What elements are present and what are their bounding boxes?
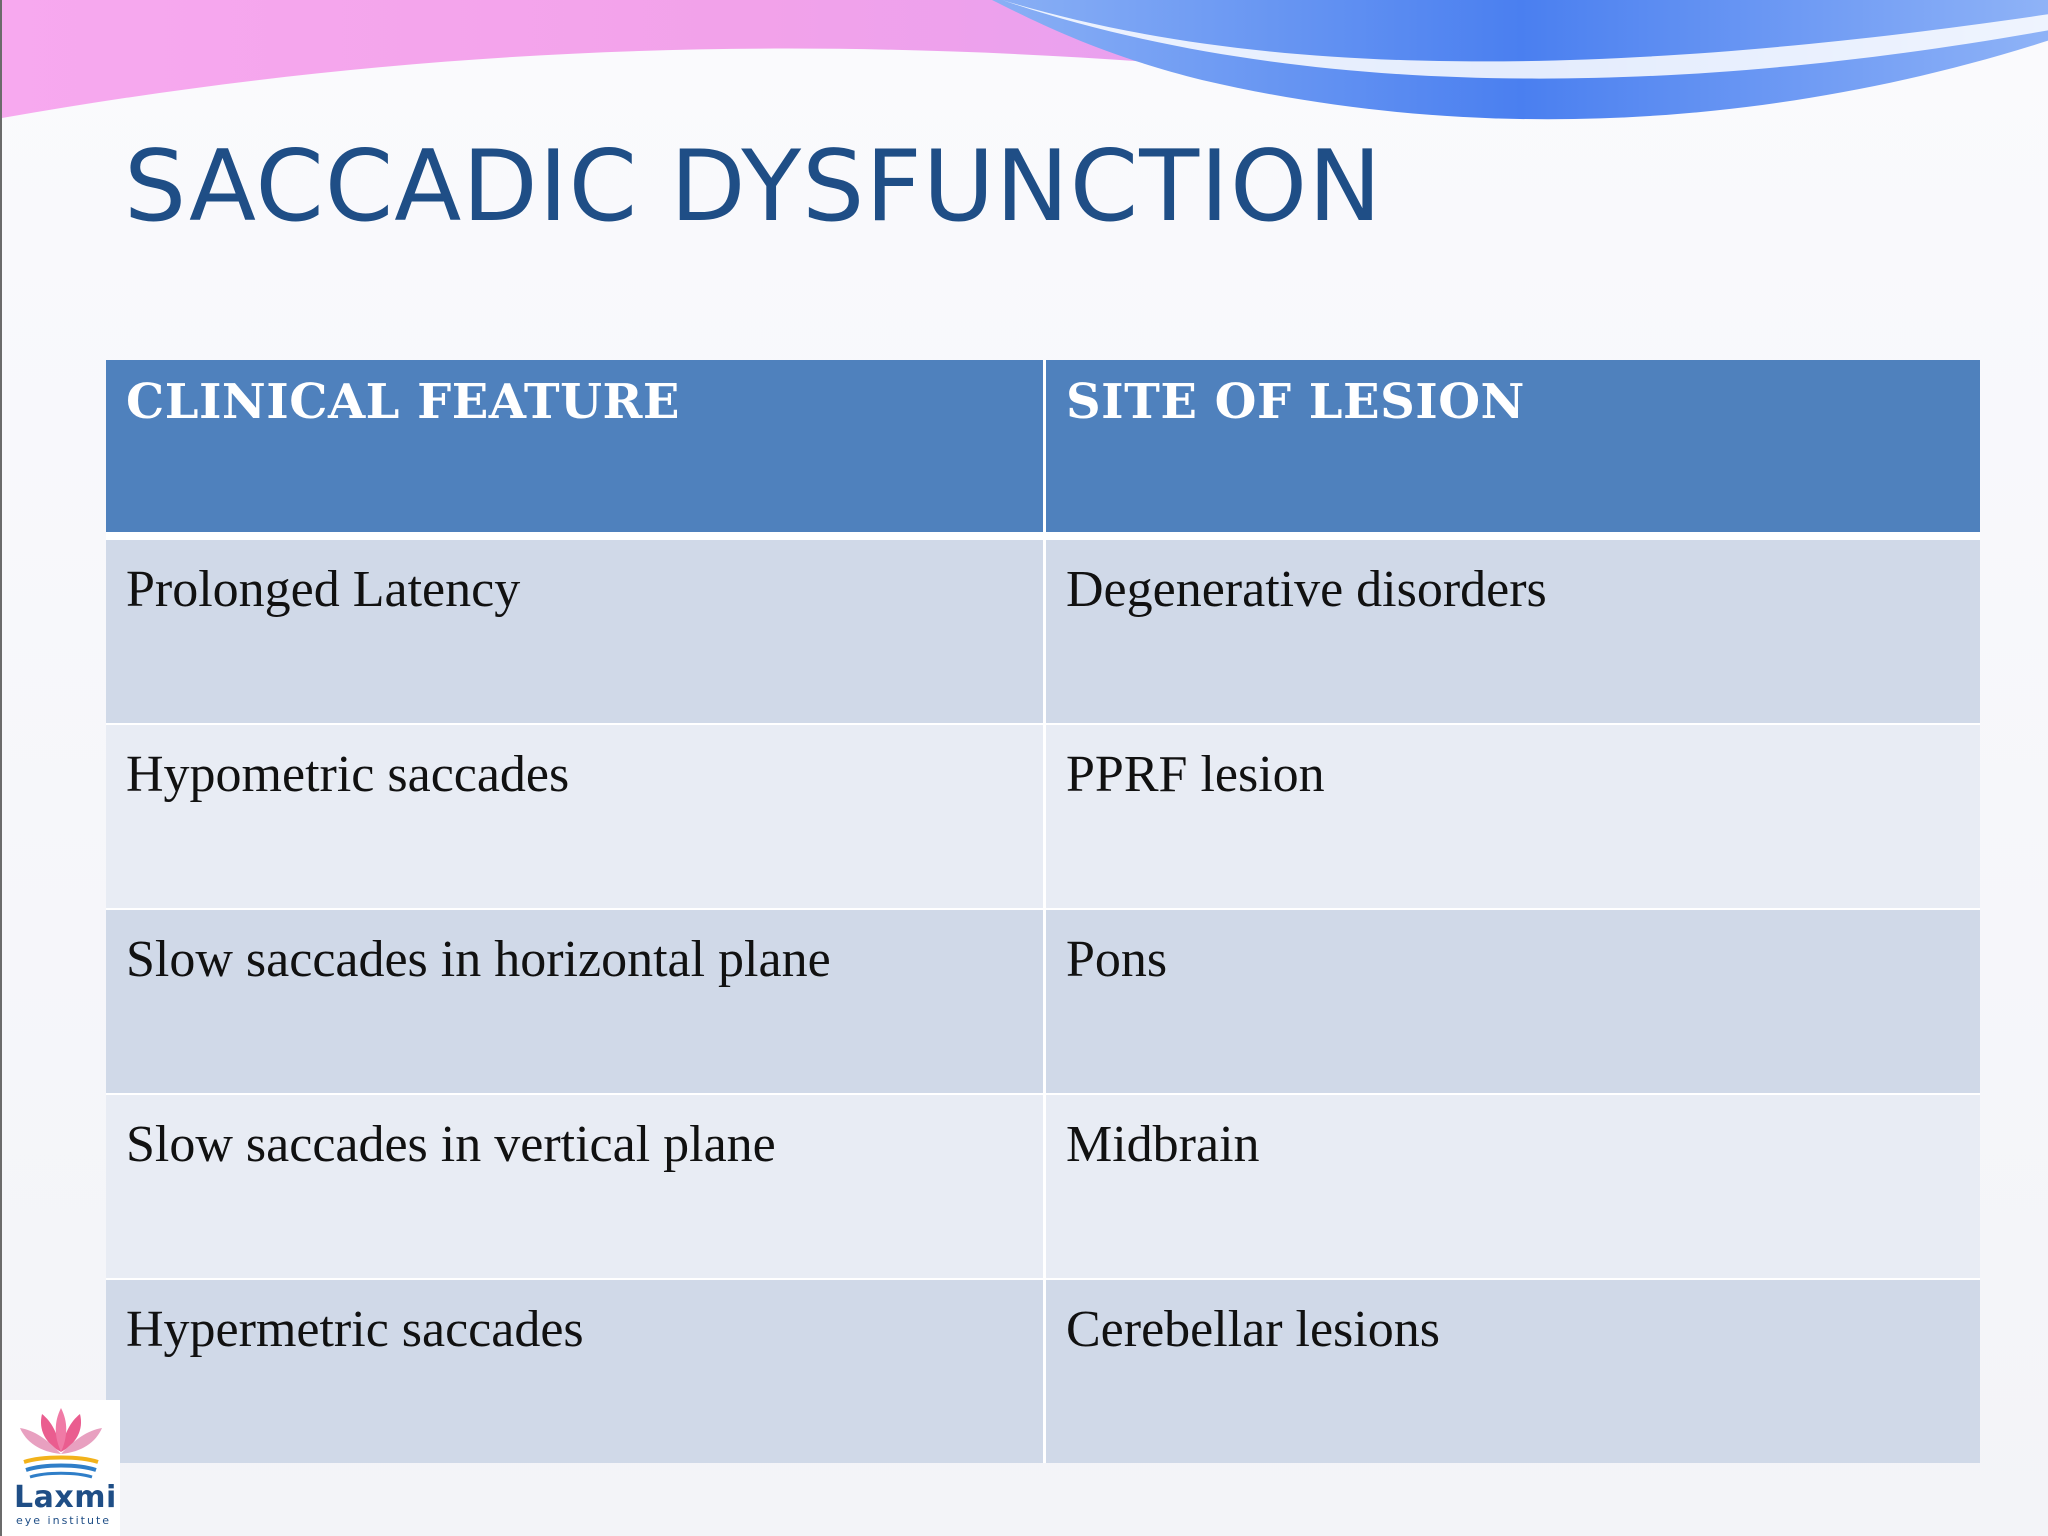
table-row [106,723,1980,908]
site-of-lesion-cell: Midbrain [1043,1093,1980,1278]
blue-wave [992,0,2048,119]
header-wave-decoration [2,0,2048,150]
table-row [106,908,1980,1093]
logo-tagline: eye institute [16,1514,112,1527]
clinical-feature-cell: Hypometric saccades [106,723,1043,908]
column-header-site-of-lesion: SITE OF LESION [1043,360,1980,538]
site-of-lesion-cell: Cerebellar lesions [1043,1278,1980,1463]
table-header-row [106,360,1980,538]
logo-name: Laxmi [14,1480,117,1515]
site-of-lesion-cell: Degenerative disorders [1043,538,1980,723]
clinical-feature-cell: Hypermetric saccades [106,1278,1043,1463]
clinical-feature-cell: Slow saccades in vertical plane [106,1093,1043,1278]
table-row [106,1278,1980,1463]
table-row [106,1093,1980,1278]
column-header-clinical-feature: CLINICAL FEATURE [106,360,1043,538]
table-row [106,538,1980,723]
slide-title: SACCADIC DYSFUNCTION [124,130,1383,244]
institute-logo [2,1400,120,1536]
lotus-icon [2,1400,120,1480]
clinical-feature-cell: Slow saccades in horizontal plane [106,908,1043,1093]
clinical-feature-cell: Prolonged Latency [106,538,1043,723]
site-of-lesion-cell: PPRF lesion [1043,723,1980,908]
lesion-table [106,360,1980,1463]
site-of-lesion-cell: Pons [1043,908,1980,1093]
